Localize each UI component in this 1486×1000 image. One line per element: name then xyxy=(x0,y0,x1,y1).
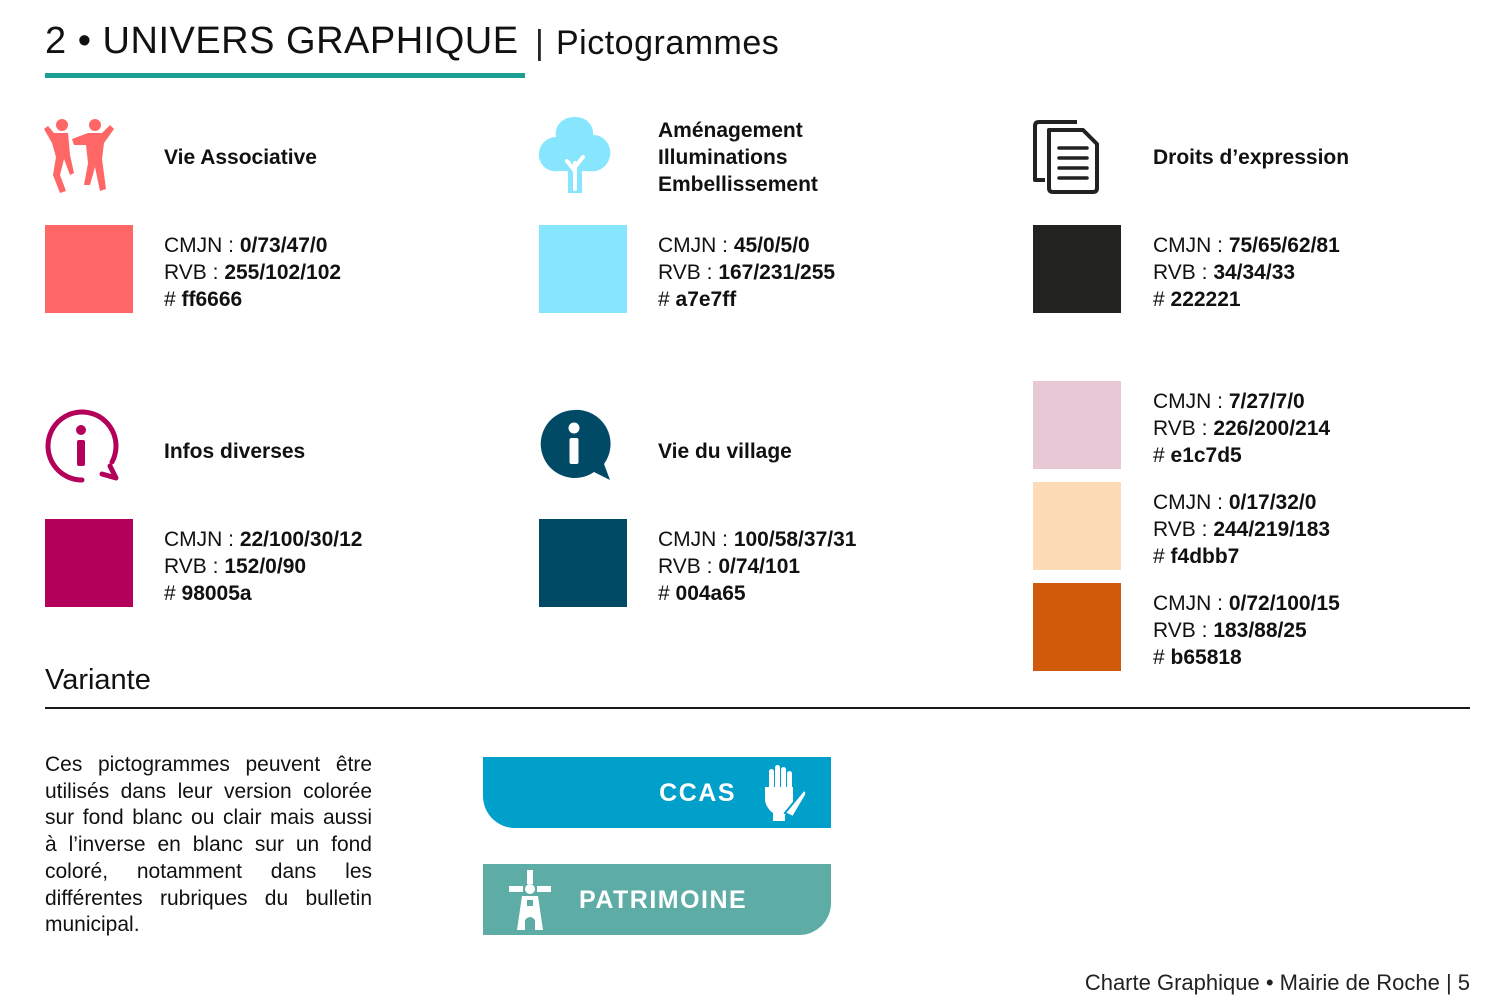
hands-icon xyxy=(763,765,807,821)
rvb-value: 183/88/25 xyxy=(1213,619,1307,642)
category-label-line: Vie du village xyxy=(658,440,792,463)
tree-icon xyxy=(536,115,614,195)
cmjn-label: CMJN : xyxy=(1153,592,1229,615)
ccas-label: CCAS xyxy=(659,779,736,807)
info-circle-icon xyxy=(44,408,120,484)
category-label-line: Vie Associative xyxy=(164,146,317,169)
patrimoine-label: PATRIMOINE xyxy=(579,886,748,914)
hex-label: # xyxy=(1153,545,1171,568)
color-spec xyxy=(1153,590,1340,671)
page-title: 2 • UNIVERS GRAPHIQUE xyxy=(45,20,519,62)
cmjn-value: 45/0/5/0 xyxy=(733,234,810,257)
cmjn-label: CMJN : xyxy=(1153,234,1229,257)
category-label-infos-diverses xyxy=(164,438,305,465)
color-spec xyxy=(1153,489,1330,570)
cmjn-value: 0/17/32/0 xyxy=(1228,491,1317,514)
variant-description: Ces pictogrammes peuvent être utilisés dans leur version colorée sur fond blanc ou clair mais aussi à l’inverse en blanc sur un fond coloré, notamment dans les différentes rubriques du bulletin municipal. xyxy=(45,753,372,937)
color-swatch-004a65 xyxy=(539,519,627,607)
rvb-value: 0/74/101 xyxy=(718,555,801,578)
hex-value: e1c7d5 xyxy=(1170,444,1242,467)
cmjn-label: CMJN : xyxy=(1153,390,1229,413)
rvb-value: 226/200/214 xyxy=(1213,417,1331,440)
variant-title: Variante xyxy=(45,664,151,696)
hex-label: # xyxy=(1153,444,1171,467)
color-swatch-98005a xyxy=(45,519,133,607)
title-underline xyxy=(45,73,525,78)
cmjn-label: CMJN : xyxy=(164,528,240,551)
patrimoine-banner xyxy=(483,864,831,935)
hex-value: b65818 xyxy=(1170,646,1242,669)
hex-label: # xyxy=(164,582,182,605)
color-spec xyxy=(1153,388,1330,469)
category-label-vie-du-village xyxy=(658,438,792,465)
hex-label: # xyxy=(1153,646,1171,669)
rvb-label: RVB : xyxy=(658,555,719,578)
section-divider xyxy=(45,707,1470,709)
color-spec xyxy=(164,526,362,607)
hex-value: 98005a xyxy=(181,582,252,605)
category-label-line: Illuminations xyxy=(658,146,788,169)
color-spec xyxy=(658,232,835,313)
category-label-line: Embellissement xyxy=(658,173,818,196)
cmjn-value: 75/65/62/81 xyxy=(1228,234,1340,257)
rvb-label: RVB : xyxy=(658,261,719,284)
hex-value: a7e7ff xyxy=(675,288,737,311)
color-spec xyxy=(164,232,341,313)
dancing-people-icon xyxy=(40,115,114,195)
cmjn-label: CMJN : xyxy=(658,234,734,257)
category-label-amenagement xyxy=(658,117,818,198)
cmjn-value: 0/73/47/0 xyxy=(239,234,328,257)
hex-label: # xyxy=(658,288,676,311)
category-label-vie-associative xyxy=(164,144,317,171)
title-separator: | xyxy=(535,24,544,62)
hex-label: # xyxy=(658,582,676,605)
category-label-line: Infos diverses xyxy=(164,440,306,463)
rvb-label: RVB : xyxy=(1153,417,1214,440)
rvb-value: 34/34/33 xyxy=(1213,261,1296,284)
cmjn-value: 22/100/30/12 xyxy=(239,528,363,551)
color-swatch-222221 xyxy=(1033,225,1121,313)
rvb-label: RVB : xyxy=(164,261,225,284)
category-label-line: Droits d’expression xyxy=(1153,146,1350,169)
cmjn-value: 0/72/100/15 xyxy=(1228,592,1340,615)
windmill-icon xyxy=(509,870,551,930)
page-subtitle: Pictogrammes xyxy=(556,24,780,62)
rvb-label: RVB : xyxy=(1153,619,1214,642)
ccas-banner xyxy=(483,757,831,828)
category-label-droits-expression xyxy=(1153,144,1349,171)
hex-value: f4dbb7 xyxy=(1170,545,1240,568)
cmjn-label: CMJN : xyxy=(658,528,734,551)
color-swatch-e1c7d5 xyxy=(1033,381,1121,469)
info-bubble-icon xyxy=(538,408,614,484)
hex-value: ff6666 xyxy=(181,288,243,311)
cmjn-value: 100/58/37/31 xyxy=(733,528,857,551)
rvb-value: 244/219/183 xyxy=(1213,518,1331,541)
rvb-value: 255/102/102 xyxy=(224,261,342,284)
hex-label: # xyxy=(1153,288,1171,311)
rvb-label: RVB : xyxy=(1153,261,1214,284)
hex-label: # xyxy=(164,288,182,311)
documents-icon xyxy=(1031,116,1101,196)
hex-value: 004a65 xyxy=(675,582,746,605)
rvb-value: 167/231/255 xyxy=(718,261,836,284)
rvb-label: RVB : xyxy=(164,555,225,578)
hex-value: 222221 xyxy=(1170,288,1241,311)
rvb-value: 152/0/90 xyxy=(224,555,307,578)
color-spec xyxy=(1153,232,1340,313)
cmjn-label: CMJN : xyxy=(164,234,240,257)
cmjn-value: 7/27/7/0 xyxy=(1228,390,1305,413)
category-label-line: Aménagement xyxy=(658,119,803,142)
color-swatch-ff6666 xyxy=(45,225,133,313)
color-swatch-f4dbb7 xyxy=(1033,482,1121,570)
color-spec xyxy=(658,526,856,607)
cmjn-label: CMJN : xyxy=(1153,491,1229,514)
color-swatch-b65818 xyxy=(1033,583,1121,671)
rvb-label: RVB : xyxy=(1153,518,1214,541)
color-swatch-a7e7ff xyxy=(539,225,627,313)
page-footer: Charte Graphique • Mairie de Roche | 5 xyxy=(1084,970,1470,995)
